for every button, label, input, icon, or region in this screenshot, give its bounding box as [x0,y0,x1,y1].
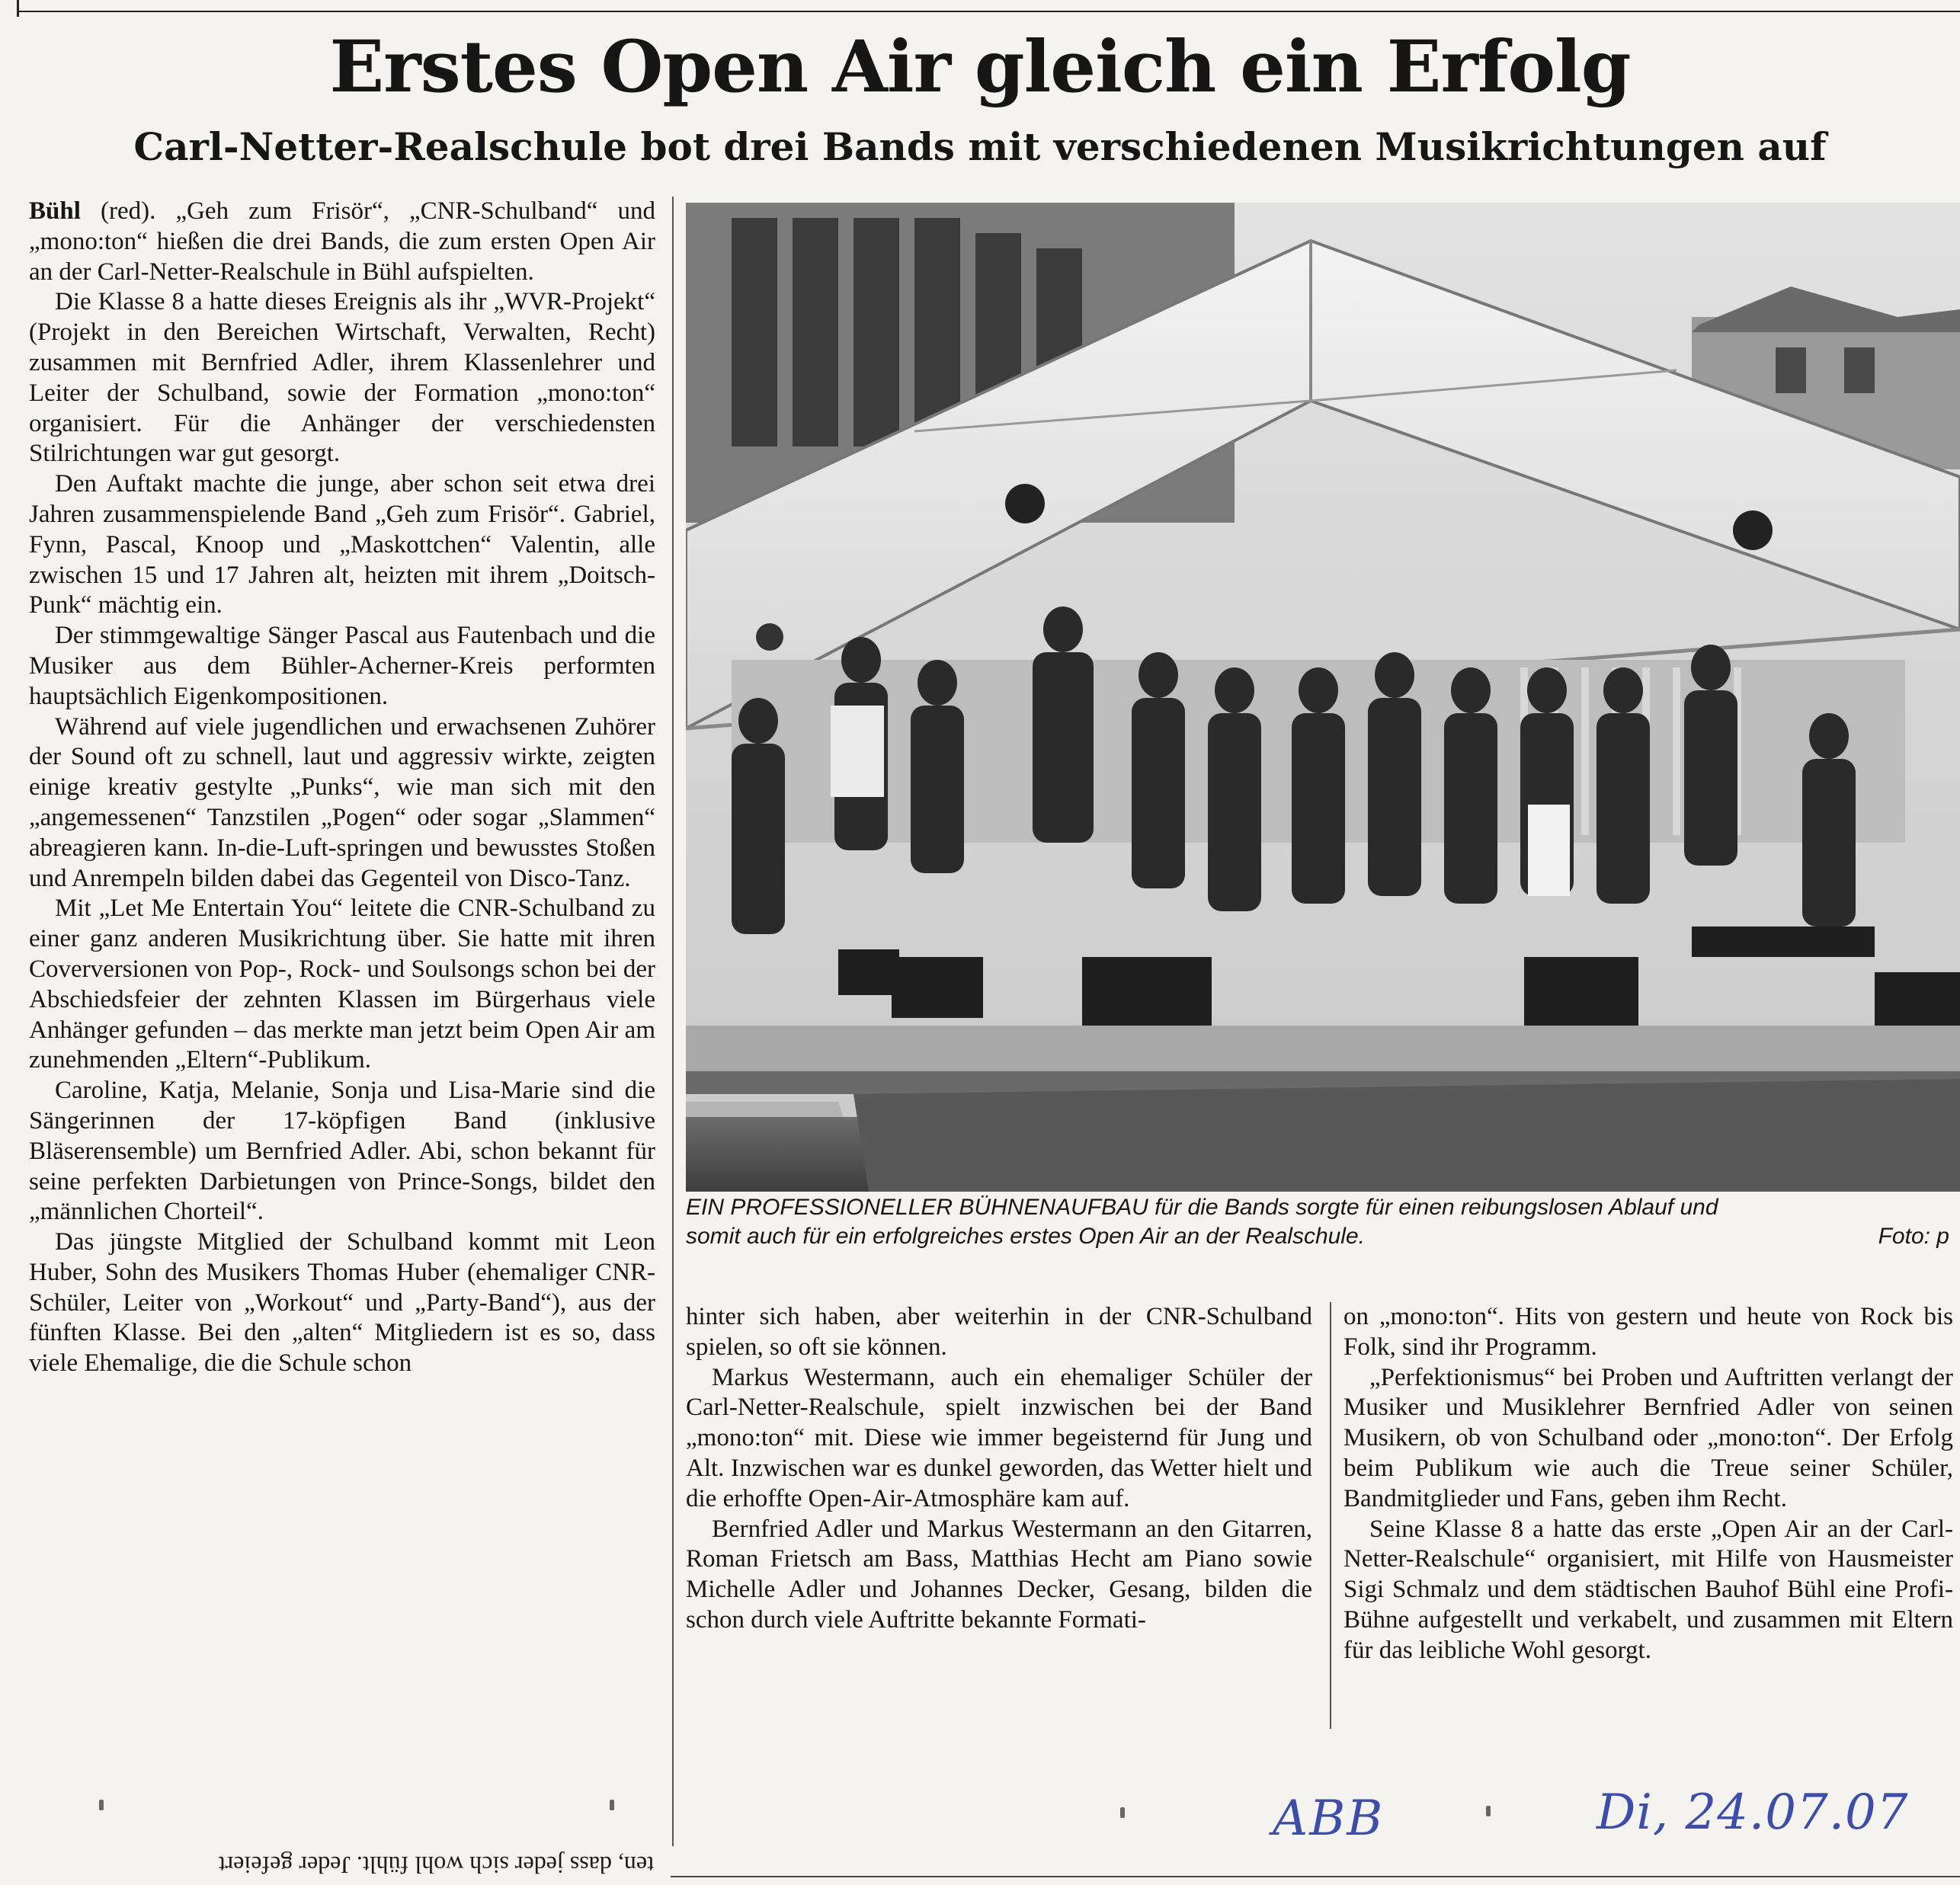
caption-line: somit auch für ein erfolgreiches erstes Open Air an der Realschule. [686,1224,1365,1249]
scan-mark [610,1800,614,1810]
column-divider [1330,1302,1331,1729]
top-rule [17,11,1960,12]
paragraph: on „mono:ton“. Hits von gestern und heute von Rock bis Folk, sind ihr Programm. [1343,1303,1953,1361]
paragraph: Bernfried Adler und Markus Westermann an den Gitarren, Roman Frietsch am Bass, Matthias Hecht am Piano sowie Michelle Adler und Johannes Decker, Gesang, bilden die schon durch viele Auftritte bekannte Formati- [686,1515,1312,1634]
headline: Erstes Open Air gleich ein Erfolg [329,25,1631,109]
article-column-2 [686,1302,1312,1636]
crop-tick [17,0,19,17]
bleed-through-text: ten, dass jeder sich wohl fühlt. Jeder gefeiert [218,1851,654,1879]
scan-mark [99,1800,104,1810]
dateline: Bühl [29,197,81,225]
paragraph: Mit „Let Me Entertain You“ leitete die CNR-Schulband zu einer ganz anderen Musikrichtung über. Sie hatte mit ihren Coverversionen von Pop-, Rock- und Soulsongs schon bei der Abschiedsfeier der zehnten Klassen im Bürgerhaus viele Anhänger gefunden – das merkte man jetzt beim Open Air am zunehmenden „Eltern“-Publikum. [29,894,655,1074]
paragraph: Caroline, Katja, Melanie, Sonja und Lisa-Marie sind die Sängerinnen der 17-köpfigen Band (inklusive Bläserensemble) um Bernfried Adler. Abi, schon bekannt für seine perfekten Darbietungen von Prince-Songs, bildet den „männlichen Chorteil“. [29,1077,655,1226]
paragraph: Der stimmgewaltige Sänger Pascal aus Fautenbach und die Musiker aus dem Bühler-Acherner-Kreis performten hauptsächlich Eigenkompositionen. [29,622,655,710]
paragraph: hinter sich haben, aber weiterhin in der CNR-Schulband spielen, so oft sie können. [686,1303,1312,1361]
article-column-3 [1343,1302,1953,1666]
paragraph: Den Auftakt machte die junge, aber schon seit etwa drei Jahren zusammenspielende Band „Geh zum Frisör“. Gabriel, Fynn, Pascal, Knoop und „Maskottchen“ Valentin, alle zwischen 15 und 17 Jahren alt, heizten mit ihrem „Doitsch-Punk“ mächtig ein. [29,470,655,619]
handwritten-date: Di, 24.07.07 [1597,1784,1909,1841]
paragraph: Das jüngste Mitglied der Schulband kommt mit Leon Huber, Sohn des Musikers Thomas Huber (ehemaliger CNR-Schüler, Leiter von „Workout“ und „Party-Band“), aus der fünften Klasse. Bei den „alten“ Mitgliedern ist es so, dass viele Ehemalige, die die Schule schon [29,1228,655,1378]
caption-lead: EIN PROFESSIONELLER BÜHNENAUFBAU [686,1195,1148,1220]
photo-credit: Foto: p [1878,1224,1949,1249]
band-stage-photo [686,203,1960,1192]
paragraph: „Perfektionismus“ bei Proben und Auftritten verlangt der Musiker und Musiklehrer Bernfried Adler von seinen Musikern, ob von Schulband oder „mono:ton“. Der Erfolg beim Publikum wie auch die Treue seiner Schüler, Bandmitglieder und Fans, geben ihm Recht. [1343,1363,1953,1512]
photo-caption [686,1193,1960,1251]
paragraph: Die Klasse 8 a hatte dieses Ereignis als ihr „WVR-Projekt“ (Projekt in den Bereichen Wirtschaft, Verwalten, Recht) zusammen mit Bernfried Adler, ihrem Klassenlehrer und Leiter der Schulband, sowie der Formation „mono:ton“ organisiert. Für die Anhänger der verschiedensten Stilrichtungen war gut gesorgt. [29,288,655,468]
bottom-rule [671,1876,1960,1877]
paragraph: Während auf viele jugendlichen und erwachsenen Zuhörer der Sound oft zu schnell, laut und aggressiv wirkte, zeigten einige kreativ gestylte „Punks“, wie man sich mit den „angemessenen“ Tanzstilen „Pogen“ oder sogar „Slammen“ abreagieren kann. In-die-Luft-springen und bewusstes Stoßen und Anrempeln bilden dabei das Gegenteil von Disco-Tanz. [29,712,655,892]
handwritten-source: ABB [1273,1791,1385,1847]
scan-mark [1486,1806,1491,1816]
caption-line: EIN PROFESSIONELLER BÜHNENAUFBAU für die Bands sorgte für einen reibungslosen Ablauf und [686,1195,1718,1220]
column-divider [672,197,674,1846]
subheadline: Carl-Netter-Realschule bot drei Bands mit verschiedenen Musikrichtungen auf [133,124,1827,169]
scan-mark [1120,1807,1125,1818]
paragraph: Markus Westermann, auch ein ehemaliger Schüler der Carl-Netter-Realschule, spielt inzwischen bei der Band „mono:ton“ mit. Diese wie immer begeisternd für Jung und Alt. Inzwischen war es dunkel geworden, das Wetter hielt und die erhoffte Open-Air-Atmosphäre kam auf. [686,1363,1312,1512]
paragraph: Seine Klasse 8 a hatte das erste „Open Air an der Carl-Netter-Realschule“ organisiert, mit Hilfe von Hausmeister Sigi Schmalz und dem städtischen Bauhof Bühl eine Profi-Bühne aufgestellt und verkabelt, und zusammen mit Eltern für das leibliche Wohl gesorgt. [1343,1515,1953,1664]
article-column-1 [29,197,655,1379]
paragraph: Bühl (red). „Geh zum Frisör“, „CNR-Schulband“ und „mono:ton“ hießen die drei Bands, die zum ersten Open Air an der Carl-Netter-Realschule in Bühl aufspielten. [29,197,655,286]
